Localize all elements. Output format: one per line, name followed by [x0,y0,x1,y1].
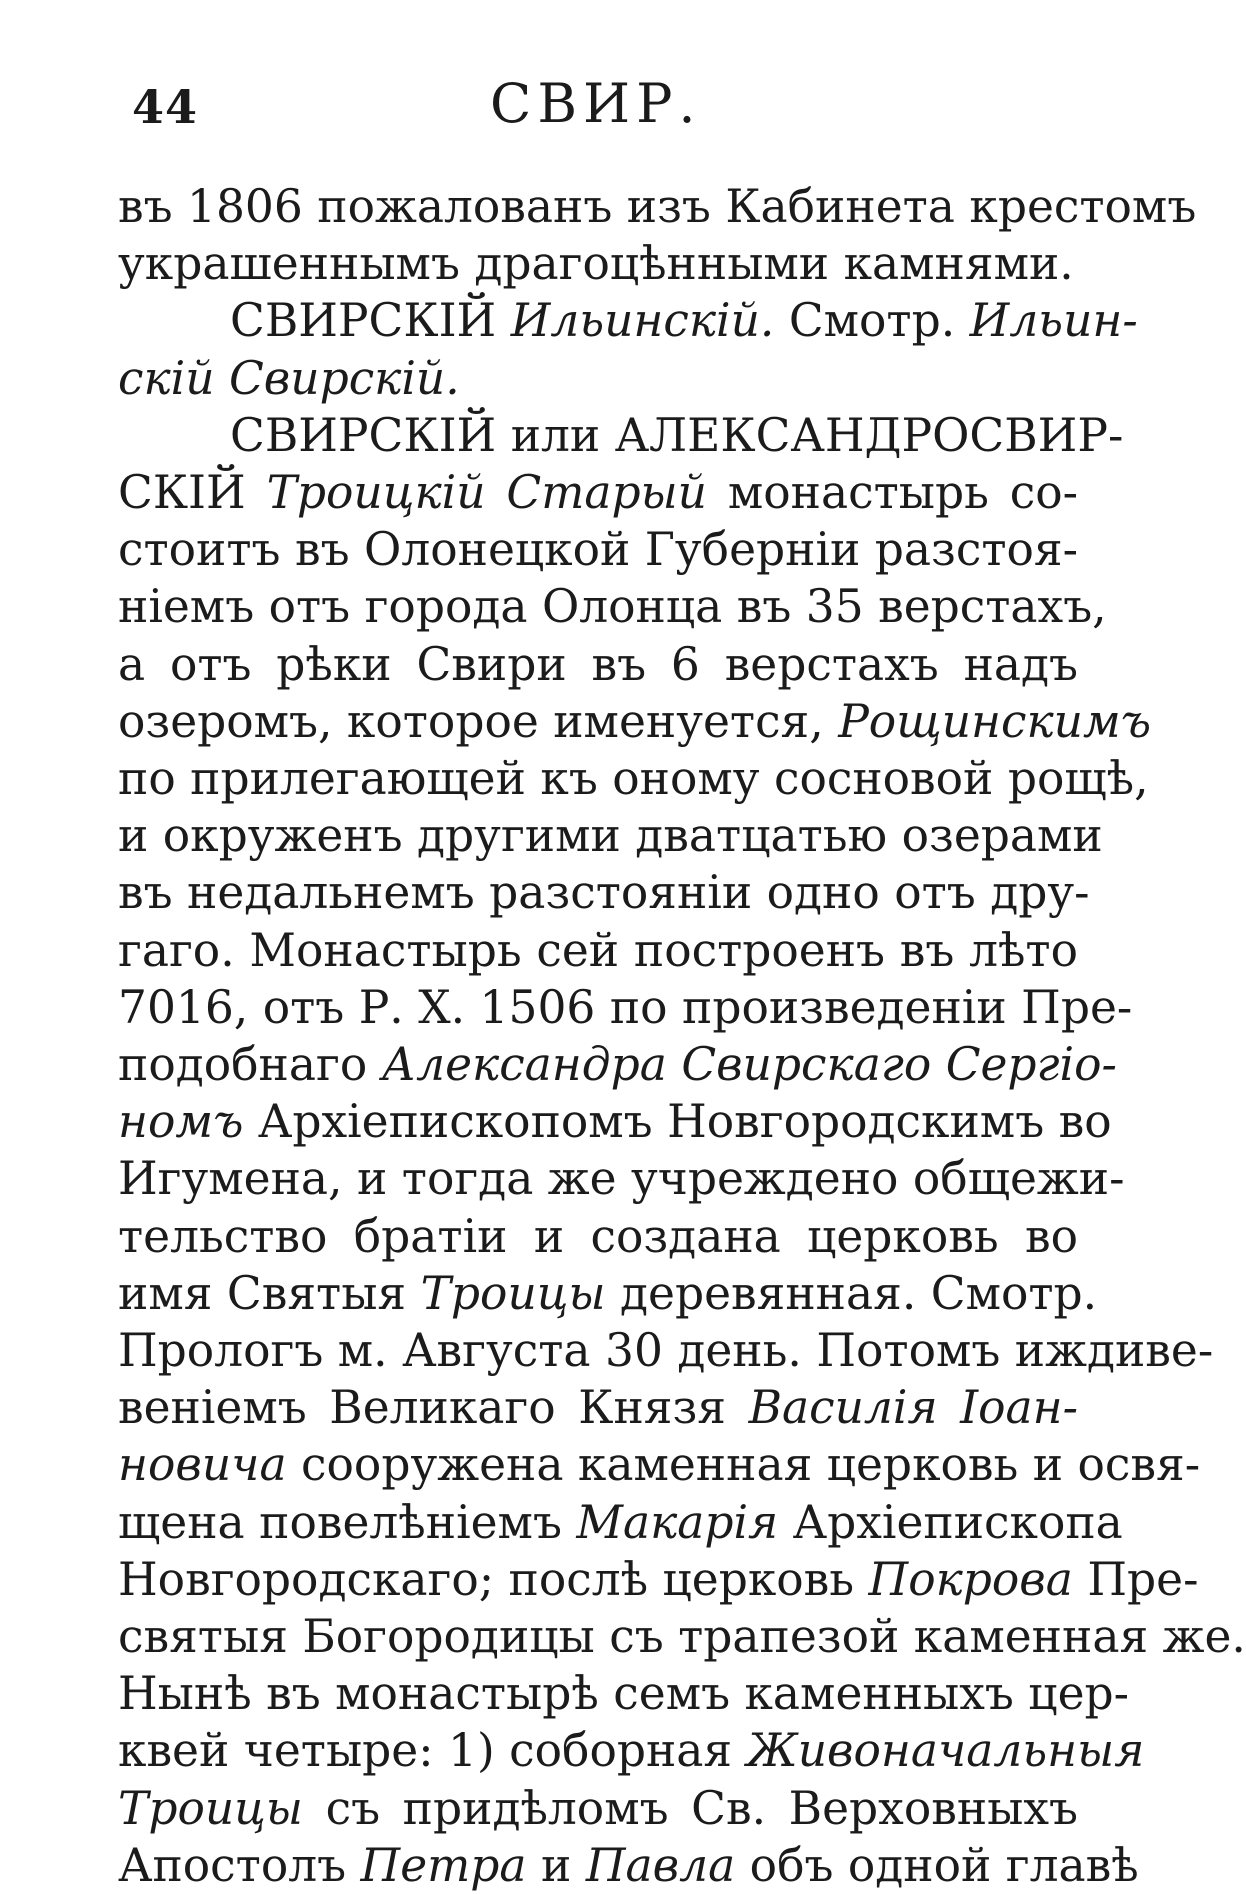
page-number: 44 [132,80,199,134]
text-run: сооружена каменная церковь и освя- [286,1438,1201,1492]
text-run: въ 1806 пожалованъ изъ Кабинета крестомъ [118,180,1197,233]
text-run: и окруженъ другими дватцатью озерами [118,809,1103,863]
text-run: СКІЙ [118,466,267,520]
text-line [118,1608,1246,1665]
italic-text: Макарія [576,1495,779,1549]
italic-text: Петра [360,1838,527,1892]
text-line [118,464,1078,521]
text-run: деревянная. Смотр. [605,1266,1098,1320]
text-run: квей четыре: 1) соборная [118,1724,747,1778]
italic-text: Александра Свирскаго Сергіо- [381,1038,1117,1092]
text-run: съ придѣломъ Св. Верховныхъ [302,1781,1078,1835]
italic-text: Троицы [118,1781,303,1835]
text-run: озеромъ, которое именуется, [118,694,839,748]
text-run: Пре- [1072,1552,1199,1606]
italic-text: номъ [118,1095,244,1149]
text-line [118,1379,1078,1436]
text-line [118,1494,1123,1551]
text-line [118,1208,1078,1265]
text-line [118,521,1078,578]
text-run: ніемъ отъ города Олонца въ 35 верстахъ, [118,580,1107,634]
italic-text: новича [118,1438,287,1492]
text-line [118,1436,1201,1493]
text-run: веніемъ Великаго Князя [118,1381,749,1435]
italic-text: Рощинскимъ [838,694,1152,748]
text-run: украшеннымъ драгоцѣнными камнями. [118,237,1074,291]
italic-text: Василія Іоан- [748,1381,1078,1435]
text-run: Смотр. [774,294,970,348]
text-run: объ одной главѣ [735,1838,1139,1892]
text-run: Архіепископомъ Новгородскимъ во [243,1095,1112,1149]
text-line [118,1722,1145,1779]
text-line [118,578,1107,635]
text-line [118,1093,1112,1150]
text-line [118,407,1124,464]
text-run: СВИРСКІЙ [230,294,511,348]
text-run: имя Святыя [118,1266,421,1320]
italic-text: Троицы [420,1266,606,1320]
text-line [118,636,1078,693]
text-run: Архіепископа [778,1495,1123,1549]
text-run: святыя Богородицы съ трапезой каменная же. [118,1610,1246,1664]
text-run: гаго. Монастырь сей построенъ въ лѣто [118,923,1078,977]
text-line [118,1551,1199,1608]
text-run: стоитъ въ Олонецкой Губерніи разстоя- [118,523,1078,577]
italic-text: Покрова [868,1552,1073,1606]
text-run: подобнаго [118,1038,382,1092]
text-line [118,979,1133,1036]
text-line [118,1036,1117,1093]
text-run: и [526,1838,586,1892]
text-line [118,750,1149,807]
italic-text: Троицкій Старый [266,466,707,520]
text-run: въ недальнемъ разстояніи одно отъ дру- [118,866,1090,920]
italic-text: Павла [585,1838,736,1892]
text-run: 7016, отъ Р. Х. 1506 по произведеніи Пре- [118,980,1133,1034]
text-run: щена повелѣніемъ [118,1495,577,1549]
text-line [118,1322,1214,1379]
text-run: СВИРСКІЙ [230,408,511,462]
text-run: АЛЕКСАНДРОСВИР- [600,408,1124,462]
text-line [118,864,1090,921]
page-body-text [118,178,1246,1894]
text-line [118,1780,1078,1837]
text-line [118,922,1078,979]
italic-text: Живоначальныя [746,1724,1145,1778]
italic-text: скій Свирскій. [118,351,460,405]
text-line [118,1265,1098,1322]
text-run: тельство братіи и создана церковь во [118,1209,1078,1263]
text-line [118,350,1078,407]
text-line [118,693,1152,750]
text-line [118,178,1197,235]
running-title: СВИР. [490,72,702,135]
text-line [118,235,1078,292]
text-line [118,807,1103,864]
page-header [120,72,1080,142]
text-run: или [510,408,601,462]
text-run: по прилегающей къ оному сосновой рощѣ, [118,752,1149,806]
text-line [118,1150,1125,1207]
text-run: Апостолъ [118,1838,361,1892]
text-run: Игумена, и тогда же учреждено общежи- [118,1152,1125,1206]
text-line [118,1837,1139,1894]
text-run: Нынѣ въ монастырѣ семъ каменныхъ цер- [118,1667,1129,1721]
text-line [118,1665,1129,1722]
text-run: Прологъ м. Августа 30 день. Потомъ иждиве- [118,1324,1214,1378]
italic-text: Ильинскій. [510,294,775,348]
text-line [118,292,1138,349]
text-run: а отъ рѣки Свири въ 6 верстахъ надъ [118,637,1078,691]
italic-text: Ильин- [969,294,1138,348]
text-run: Новгородскаго; послѣ церковь [118,1552,869,1606]
text-run: монастырь со- [706,466,1078,520]
